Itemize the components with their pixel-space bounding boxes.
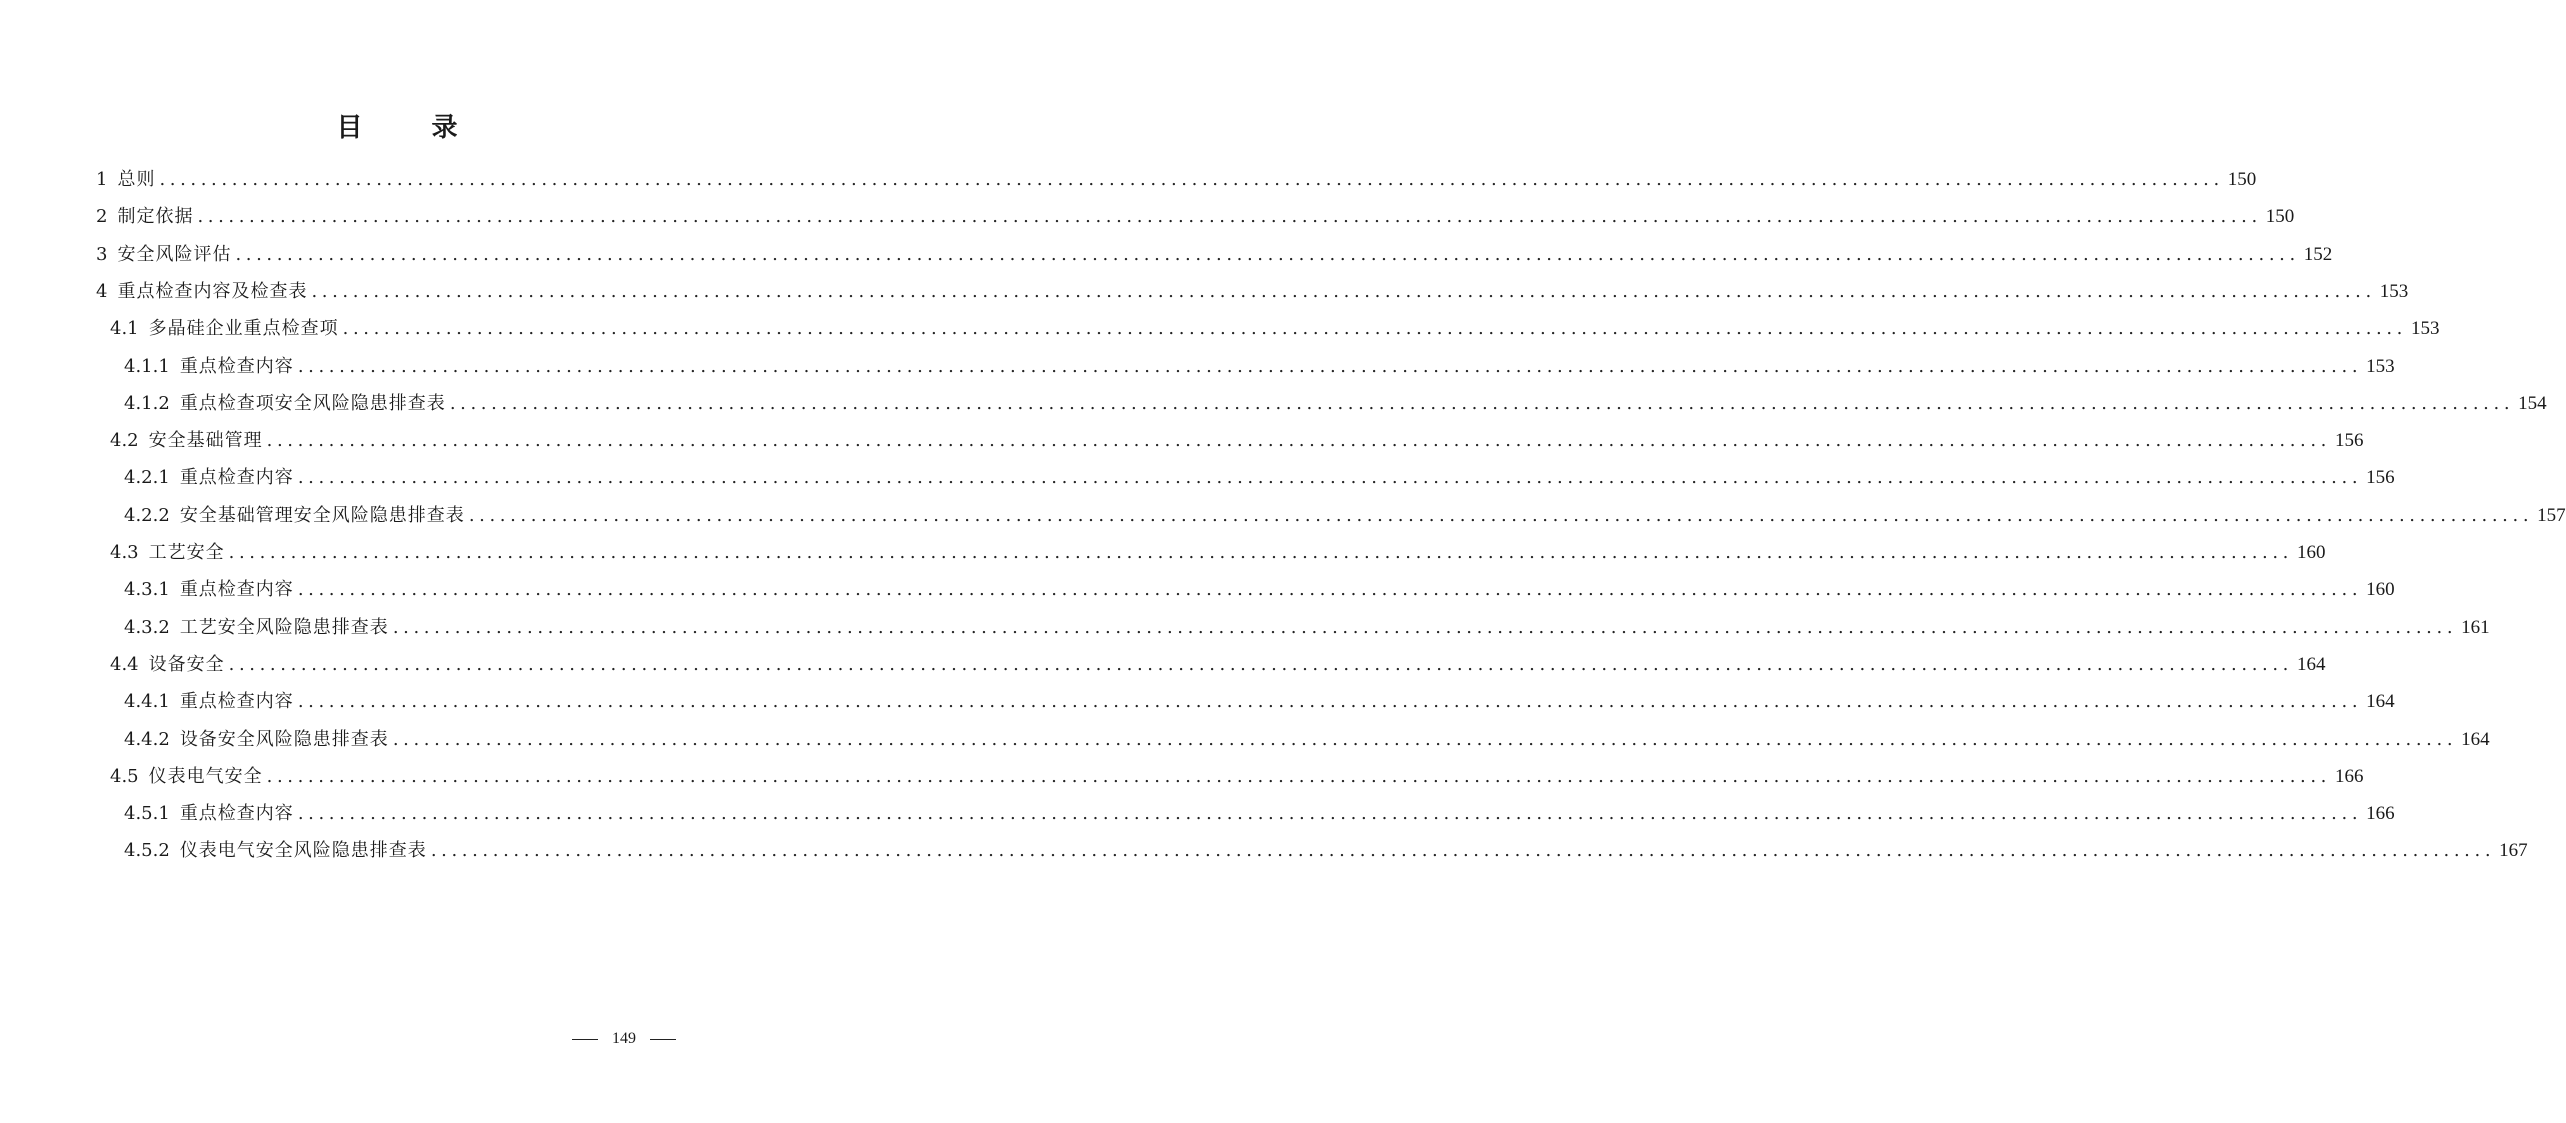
toc-entry-page: 167	[2499, 840, 2528, 862]
toc-entry-title: 重点检查内容及检查表	[117, 280, 308, 302]
toc-entry-title: 安全基础管理安全风险隐患排查表	[179, 504, 465, 526]
toc-entry-number: 4.3.2	[124, 616, 170, 638]
toc-entry-page: 153	[2410, 318, 2440, 340]
toc-entry-page: 166	[2334, 765, 2364, 787]
toc-entry-title: 安全风险评估	[117, 243, 232, 265]
toc-entry[interactable]	[124, 459, 2395, 496]
toc-entry-title: 仪表电气安全	[148, 765, 263, 787]
toc-entry-title: 工艺安全	[148, 542, 225, 563]
toc-entry[interactable]	[110, 422, 2364, 459]
toc-entry[interactable]	[96, 198, 2295, 235]
toc-entry[interactable]	[110, 310, 2440, 347]
toc-entry-page: 160	[2366, 579, 2395, 601]
toc-entry-number: 4.3.1	[124, 579, 170, 601]
toc-entry-title: 重点检查内容	[179, 467, 294, 489]
footer-page-number: 149	[612, 1030, 636, 1047]
toc-entry[interactable]	[96, 161, 2257, 198]
toc-entry[interactable]	[124, 795, 2395, 832]
toc-dot-leader: ........................................................................................................................................................................................................	[342, 318, 2407, 340]
toc-entry-number: 2	[96, 206, 108, 228]
toc-entry[interactable]	[96, 273, 2409, 310]
toc-entry[interactable]	[124, 683, 2395, 720]
toc-dot-leader: ........................................................................................................................................................................................................	[392, 728, 2458, 750]
toc-entry-number: 4.2	[110, 430, 139, 452]
toc-entry-number: 4.4.2	[124, 728, 170, 750]
toc-entry-number: 4.1.1	[124, 355, 170, 377]
toc-dot-leader: ........................................................................................................................................................................................................	[235, 243, 2300, 265]
toc-entry-title: 仪表电气安全风险隐患排查表	[179, 840, 427, 862]
toc-entry-page: 160	[2296, 542, 2326, 563]
toc-dot-leader: ........................................................................................................................................................................................................	[392, 616, 2458, 638]
toc-entry-number: 4.3	[110, 542, 139, 563]
toc-entry-page: 153	[2379, 280, 2409, 302]
toc-entry[interactable]	[110, 534, 2326, 571]
toc-entry-number: 4.5	[110, 765, 139, 787]
toc-entry[interactable]	[124, 609, 2490, 646]
toc-entry[interactable]	[124, 385, 2547, 422]
toc-entry[interactable]	[110, 758, 2364, 795]
toc-entry-title: 总则	[117, 169, 156, 190]
toc-entry-page: 164	[2296, 653, 2326, 675]
toc-entry[interactable]	[124, 348, 2395, 385]
toc-entry-title: 重点检查内容	[179, 803, 294, 825]
toc-entry-number: 4.2.2	[124, 504, 170, 526]
toc-dot-leader: ........................................................................................................................................................................................................	[159, 169, 2224, 190]
toc-entry-title: 设备安全风险隐患排查表	[179, 728, 389, 750]
toc-entry-title: 重点检查内容	[179, 579, 294, 601]
toc-entry-page: 152	[2303, 243, 2333, 265]
toc-entry-number: 1	[96, 169, 108, 190]
toc-dot-leader: ........................................................................................................................................................................................................	[297, 579, 2363, 601]
toc-entry-page: 164	[2366, 691, 2395, 713]
toc-dot-leader: ........................................................................................................................................................................................................	[430, 840, 2496, 862]
toc-entry-title: 多晶硅企业重点检查项	[148, 318, 339, 340]
toc-entry-number: 4.4.1	[124, 691, 170, 713]
toc-entry-page: 154	[2518, 392, 2547, 414]
toc-entry-number: 4	[96, 280, 108, 302]
toc-entry-title: 重点检查项安全风险隐患排查表	[179, 392, 446, 414]
toc-dot-leader: ........................................................................................................................................................................................................	[297, 691, 2363, 713]
toc-dot-leader: ........................................................................................................................................................................................................	[228, 653, 2293, 675]
toc-dot-leader: ........................................................................................................................................................................................................	[311, 280, 2376, 302]
toc-dot-leader: ........................................................................................................................................................................................................	[449, 392, 2515, 414]
footer-dash-right	[650, 1039, 676, 1040]
toc-entry[interactable]	[124, 497, 2566, 534]
toc-entry-page: 150	[2227, 169, 2257, 190]
toc-entry-number: 4.1.2	[124, 392, 170, 414]
toc-entry-number: 4.2.1	[124, 467, 170, 489]
toc-entry-page: 153	[2366, 355, 2395, 377]
toc-entry-page: 157	[2537, 504, 2566, 526]
toc-dot-leader: ........................................................................................................................................................................................................	[197, 206, 2262, 228]
footer-dash-left	[572, 1039, 598, 1040]
toc-title: 目 录	[336, 113, 488, 143]
toc-entry-number: 4.4	[110, 653, 139, 675]
toc-entry-page: 156	[2366, 467, 2395, 489]
toc-entry[interactable]	[96, 236, 2333, 273]
toc-entry[interactable]	[110, 646, 2326, 683]
page-footer	[572, 1030, 676, 1048]
toc-entry-page: 161	[2461, 616, 2490, 638]
toc-entry-title: 安全基础管理	[148, 430, 263, 452]
toc-entry-page: 166	[2366, 803, 2395, 825]
toc-dot-leader: ........................................................................................................................................................................................................	[297, 803, 2363, 825]
toc-entry-number: 4.5.1	[124, 803, 170, 825]
toc-dot-leader: ........................................................................................................................................................................................................	[228, 542, 2293, 563]
toc-dot-leader: ........................................................................................................................................................................................................	[297, 467, 2363, 489]
toc-entry-page: 150	[2265, 206, 2295, 228]
toc-entry-number: 4.5.2	[124, 840, 170, 862]
toc-entry-title: 制定依据	[117, 206, 194, 228]
toc-entry[interactable]	[124, 721, 2490, 758]
toc-entry-number: 3	[96, 243, 108, 265]
toc-entry-title: 设备安全	[148, 653, 225, 675]
toc-entry-title: 工艺安全风险隐患排查表	[179, 616, 389, 638]
toc-entry[interactable]	[124, 832, 2528, 869]
toc-dot-leader: ........................................................................................................................................................................................................	[468, 504, 2534, 526]
toc-dot-leader: ........................................................................................................................................................................................................	[266, 430, 2331, 452]
toc-entry-title: 重点检查内容	[179, 355, 294, 377]
toc-dot-leader: ........................................................................................................................................................................................................	[297, 355, 2363, 377]
toc-entry-page: 164	[2461, 728, 2490, 750]
toc-entry-title: 重点检查内容	[179, 691, 294, 713]
toc-entry-page: 156	[2334, 430, 2364, 452]
toc-entry-number: 4.1	[110, 318, 139, 340]
toc-entry[interactable]	[124, 571, 2395, 608]
toc-dot-leader: ........................................................................................................................................................................................................	[266, 765, 2331, 787]
